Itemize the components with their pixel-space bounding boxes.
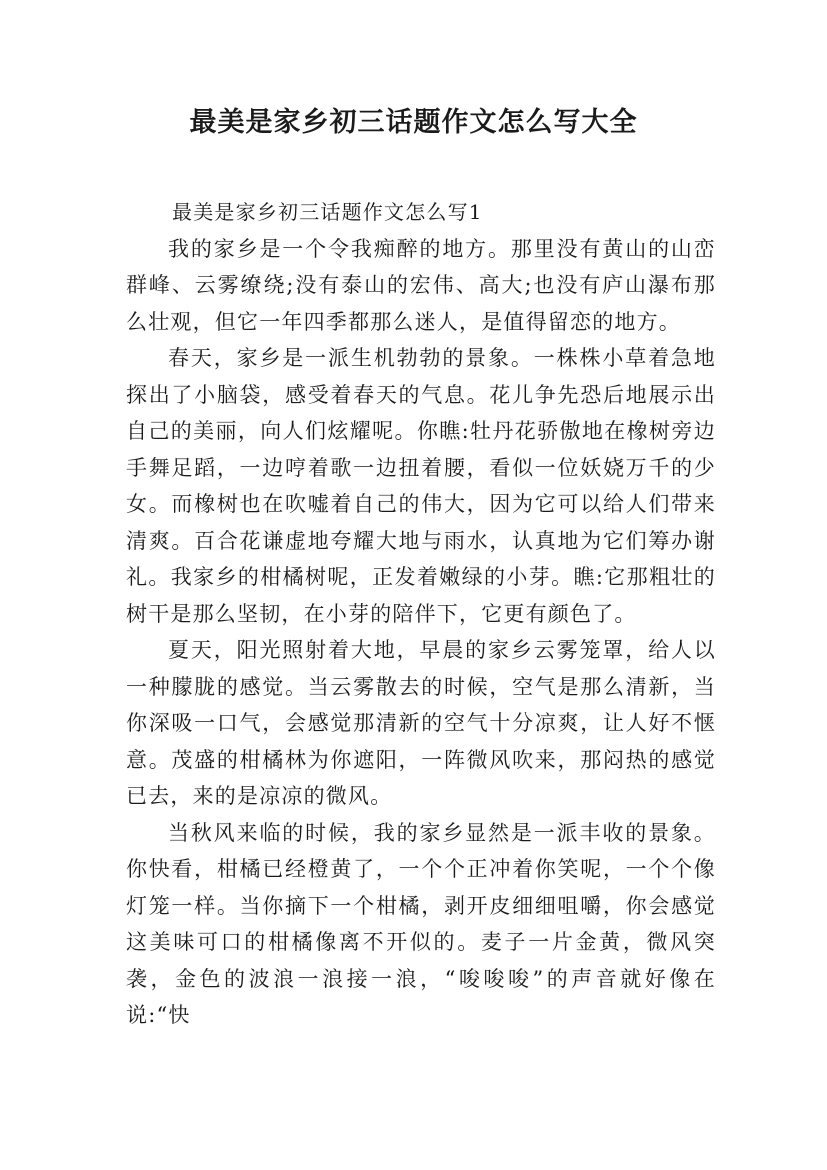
paragraph-summer: 夏天，阳光照射着大地，早晨的家乡云雾笼罩，给人以一种朦胧的感觉。当云雾散去的时候，空气是那么清新，当你深吸一口气，会感觉那清新的空气十分凉爽，让人好不惬意。茂盛的柑橘林为你遮阳，一阵微风吹来，那闷热的感觉已去，来的是凉凉的微风。	[126, 638, 716, 808]
paragraph-autumn: 当秋风来临的时候，我的家乡显然是一派丰收的景象。你快看，柑橘已经橙黄了，一个个正冲着你笑呢，一个个像灯笼一样。当你摘下一个柑橘，剥开皮细细咀嚼，你会感觉这美味可口的柑橘像离不开似的。麦子一片金黄，微风突袭，金色的波浪一浪接一浪，“唆唆唆”的声音就好像在说:“快	[126, 820, 716, 1027]
document-body	[126, 194, 716, 1034]
section-heading: 最美是家乡初三话题作文怎么写1	[172, 200, 483, 224]
document-title: 最美是家乡初三话题作文怎么写大全	[189, 107, 638, 138]
paragraph-spring: 春天，家乡是一派生机勃勃的景象。一株株小草着急地探出了小脑袋，感受着春天的气息。花儿争先恐后地展示出自己的美丽，向人们炫耀呢。你瞧:牡丹花骄傲地在橡树旁边手舞足蹈，一边哼着歌一边扭着腰，看似一位妖娆万千的少女。而橡树也在吹嘘着自己的伟大，因为它可以给人们带来清爽。百合花谦虚地夸耀大地与雨水，认真地为它们筹办谢礼。我家乡的柑橘树呢，正发着嫩绿的小芽。瞧:它那粗壮的树干是那么坚韧，在小芽的陪伴下，它更有颜色了。	[126, 346, 716, 626]
paragraph-intro: 我的家乡是一个令我痴醉的地方。那里没有黄山的山峦群峰、云雾缭绕;没有泰山的宏伟、高大;也没有庐山瀑布那么壮观，但它一年四季都那么迷人，是值得留恋的地方。	[126, 236, 716, 334]
